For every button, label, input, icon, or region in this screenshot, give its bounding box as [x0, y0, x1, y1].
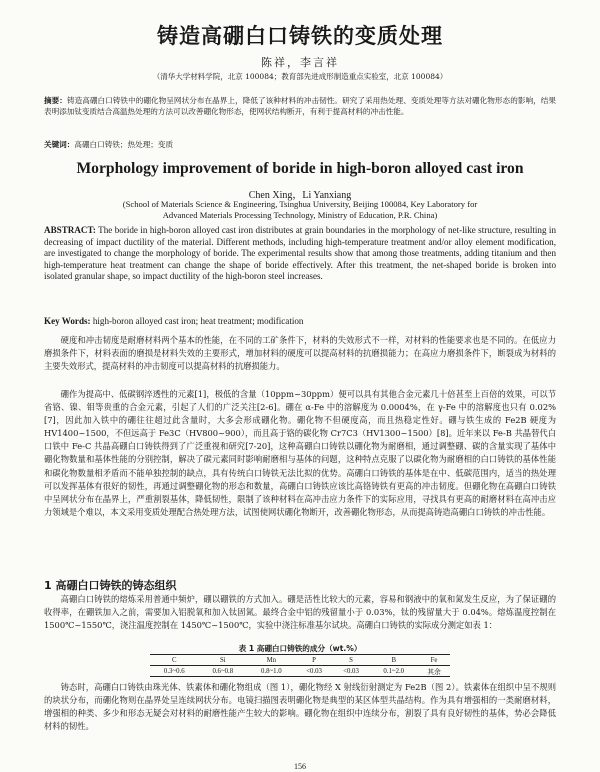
english-authors: Chen Xing，Li Yanxiang [248, 190, 352, 201]
chinese-affiliation: （清华大学材料学院，北京 100084；教育部先进成形制造重点实验室，北京 100084） [152, 72, 448, 81]
table-cell: 0.1~2.0 [383, 667, 405, 675]
table-1-caption: 表 1 高硼白口铸铁的成分（wt.%） [238, 644, 362, 653]
table-header-cell: Fe [430, 656, 438, 664]
table-cell: 0.3~0.6 [163, 667, 185, 675]
table-cell: <0.03 [343, 667, 359, 675]
table-cell: 0.6~0.8 [212, 667, 234, 675]
section-1-paragraph-1: 高硼白口铸铁的熔炼采用普通中频炉，硼以硼铁的方式加入。硼是活性比较大的元素，容易和钢液中的氧和氮发生反应，为了保证硼的收得率，在硼铁加入之前，需要加入铝脱氧和加入钛固氮。最终合金中铝的残留量小于 0.03%，钛的残留量大于 0.04%。熔炼温度控制在 1500℃~1550℃，浇注温度控制在 1450℃~1500℃，实验中浇注标准基尔试块。高硼白口铸铁的实际成分测定如表 1： [44, 594, 556, 631]
english-affiliation: (School of Materials Science & Engineering, Tsinghua University, Beijing 100084, Key Laboratory for Advanced Materials Processing Technology, Ministry of Education, P.R. China) [122, 199, 478, 220]
table-header-cell: Si [219, 656, 226, 664]
chinese-keywords [44, 139, 556, 150]
chinese-abstract [44, 95, 556, 117]
section-1-paragraph-2: 铸态时，高硼白口铸铁由珠光体、铁素体和硼化物组成（图 1），硼化物经 X 射线衍射测定为 Fe2B（图 2）。铁素体在组织中呈不规则的块状分布，而硼化物则在晶界处呈连续网状分布。电镜扫描图表明硼化物是典型的某区体型共晶结构。作为具有增强相的一类耐磨材料，增强相的种类、多少和形态无疑会对材料的耐磨性能产生较大的影响。硼化物在组织中连续分布，割裂了具有良好韧性的基体，势必会降低材料的韧性。 [44, 682, 556, 732]
english-abstract [44, 225, 556, 283]
chinese-abstract-label: 摘要： [44, 96, 67, 105]
table-header-cell: P [312, 656, 316, 664]
table-header-cell: B [391, 656, 396, 664]
english-keywords [44, 316, 556, 326]
english-keywords-text: high-boron alloyed cast iron; heat treatment; modification [92, 316, 304, 326]
table-header-cell: S [349, 656, 353, 664]
table-cell: <0.03 [306, 667, 322, 675]
page-number: 156 [294, 762, 306, 771]
english-abstract-text: The boride in high-boron alloyed cast iron distributes at grain boundaries in the morphology of net-like structure, resulting in decreasing of impact ductility of the material. Different methods, including high-temperature treatment and/or alloy element modification, are investigated to change the morphology of boride. The experimental results show that among those treatments, adding titanium and then high-temperature heat treatment can change the shape of boride effectively. After this treatment, the net-shaped boride is broken into isolated granular shape, so impact ductility of the high-boron steel increases. [44, 225, 556, 282]
english-abstract-label: ABSTRACT: [44, 225, 96, 235]
table-cell: 其余 [427, 669, 441, 676]
intro-paragraph-1: 硬度和冲击韧度是耐磨材料两个基本的性能，在不同的工矿条件下，材料的失效形式不一样，对材料的性能要求也是不同的。在低应力磨损条件下，材料表面的磨损是材料失效的主要形式，增加材料的硬度可以提高材料的抗磨损能力；在高应力磨损条件下，断裂成为材料的主要失效形式，提高材料的冲击韧度可以提高材料的抗磨损能力。 [44, 335, 556, 372]
table-cell: 0.8~1.0 [260, 667, 282, 675]
table-header-cell: C [171, 656, 177, 664]
english-title: Morphology improvement of boride in high-boron alloyed cast iron [76, 160, 524, 177]
composition-table [150, 654, 450, 677]
section-1-heading: 1 高硼白口铸铁的铸态组织 [44, 579, 177, 592]
english-keywords-label: Key Words: [44, 316, 91, 326]
chinese-abstract-text: 铸造高硼白口铸铁中的硼化物呈网状分布在晶界上，降低了该种材料的冲击韧性。研究了采用热处理、变质处理等方法对硼化物形态的影响，结果表明添加钛变质结合高温热处理的方法可以改善硼化物形态，使网状结构断开，有利于提高材料的冲击性能。 [44, 96, 557, 116]
table-header-row [150, 655, 450, 666]
table-row [150, 666, 450, 677]
chinese-title: 铸造高硼白口铸铁的变质处理 [157, 24, 443, 48]
chinese-authors: 陈祥，李言祥 [261, 56, 339, 69]
intro-paragraph-2: 硼作为提高中、低碳钢淬透性的元素[1]，极低的含量（10ppm~30ppm）便可以具有其他合金元素几十倍甚至上百倍的效果，可以节省铬、镍、钼等贵重的合金元素，引起了人们的广泛关注[2-6]。硼在 α-Fe 中的溶解度为 0.0004%，在 γ-Fe 中的溶解度也只有 0.02%[7]，因此加入铁中的硼往往超过此含量时，大多会形成硼化物。硼化物不但硬度高，而且热稳定性好。硼与铁生成的 Fe2B 硬度为 HV1400~1500，不但远高于 Fe3C（HV800~900），而且高于铬的碳化物 Cr7C3（HV1300~1500）[8]。近年来以 Fe-B 共晶替代白口铁中 Fe-C 共晶高硼白口铸铁得到了广泛重视和研究[7-20]，这种高硼白口铸铁以硼化物为耐磨相，通过调整硼、碳的含量实现了基体中硼化物数量和基体性能的分别控制，解决了碳元素同时影响耐磨相与基体的问题，这种特点克服了以碳化物为耐磨相的白口铸铁的基体性能和碳化物数量相矛盾而不能单独控制的缺点，具有传统白口铸铁无法比拟的优势。高硼白口铸铁的基体是在中、低碳范围内，适当的热处理可以发挥基体有很好的韧性，再通过调整硼化物的形态和数量，高硼白口铸铁应该比高铬铸铁有更高的冲击韧度。但硼化物在高硼白口铸铁中呈网状分布在晶界上，严重割裂基体，降低韧性，限制了该种材料在高冲击应力条件下的实际应用，寻找具有更高的耐磨材料在高冲击应力领域是个难以，本文采用变质处理配合热处理方法，试图使网状硼化物断开，改善硼化物形态，从而提高铸造高硼白口铸铁的冲击性能。 [44, 389, 556, 517]
table-header-cell: Mn [266, 656, 277, 664]
chinese-keywords-label: 关键词： [44, 140, 75, 149]
chinese-keywords-text: 高硼白口铸铁；热处理；变质 [74, 140, 174, 149]
